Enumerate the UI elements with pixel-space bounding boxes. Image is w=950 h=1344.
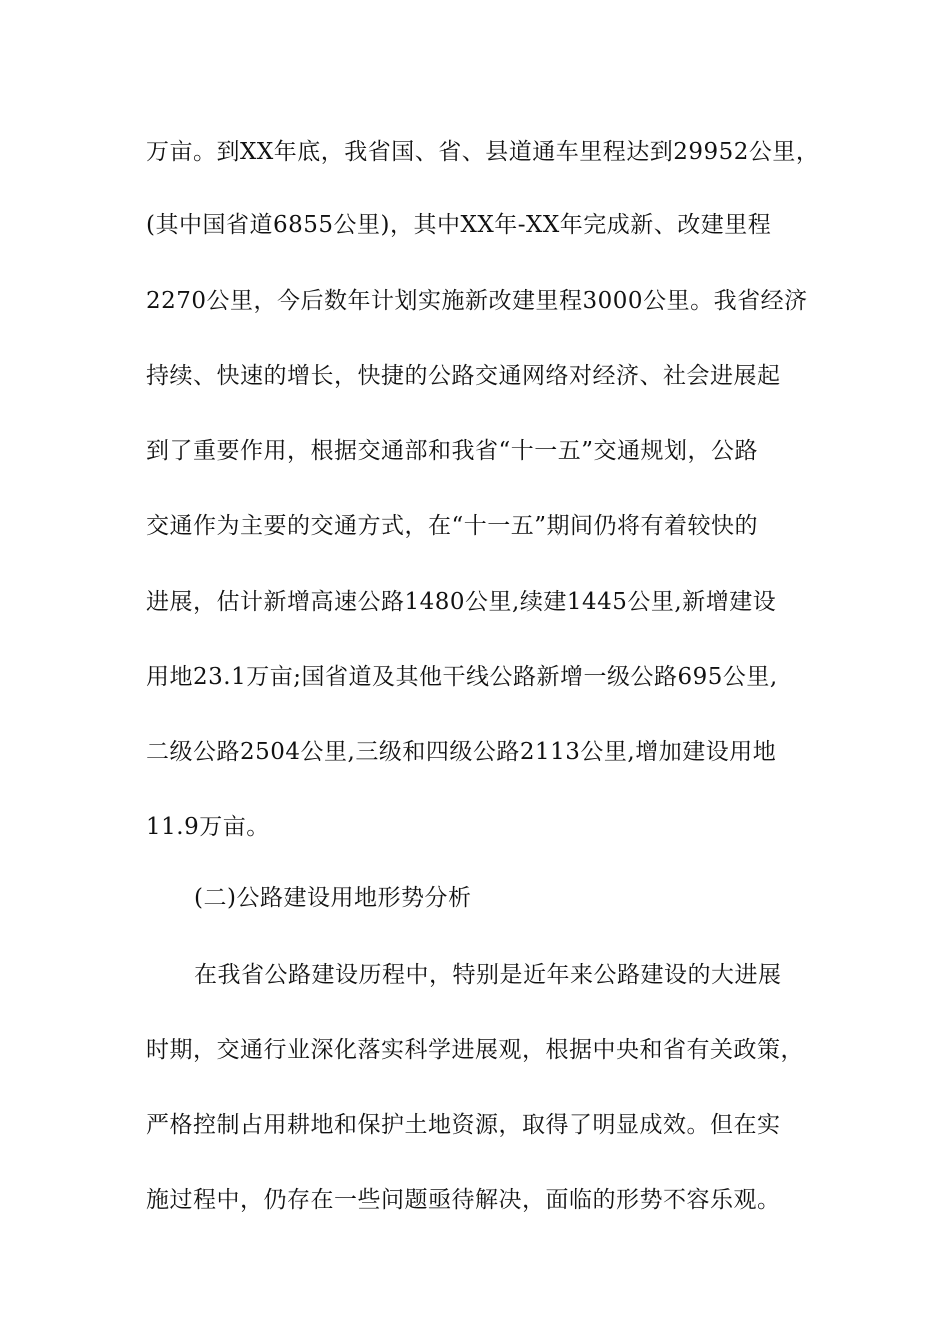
body-line: 进展，估计新增高速公路1480公里,续建1445公里,新增建设 — [146, 589, 777, 615]
body-line: 2270公里，今后数年计划实施新改建里程3000公里。我省经济 — [146, 288, 808, 314]
body-line: 严格控制占用耕地和保护土地资源，取得了明显成效。但在实 — [146, 1112, 781, 1138]
body-line: 交通作为主要的交通方式，在“十一五”期间仍将有着较快的 — [146, 513, 759, 539]
body-line: 时期，交通行业深化落实科学进展观，根据中央和省有关政策， — [146, 1037, 804, 1063]
section-heading: (二)公路建设用地形势分析 — [194, 885, 472, 911]
body-line: 二级公路2504公里,三级和四级公路2113公里,增加建设用地 — [146, 739, 777, 765]
body-line: 万亩。到XX年底，我省国、省、县道通车里程达到29952公里， — [146, 139, 820, 165]
body-line: 持续、快速的增长，快捷的公路交通网络对经济、社会进展起 — [146, 363, 781, 389]
body-line: 到了重要作用，根据交通部和我省“十一五”交通规划，公路 — [146, 438, 759, 464]
body-line: 11.9万亩。 — [146, 814, 270, 840]
body-line: (其中国省道6855公里)，其中XX年-XX年完成新、改建里程 — [146, 212, 772, 238]
body-line: 用地23.1万亩;国省道及其他干线公路新增一级公路695公里, — [146, 664, 778, 690]
body-line: 施过程中，仍存在一些问题亟待解决，面临的形势不容乐观。 — [146, 1187, 781, 1213]
paragraph-first-line: 在我省公路建设历程中，特别是近年来公路建设的大进展 — [194, 962, 782, 988]
